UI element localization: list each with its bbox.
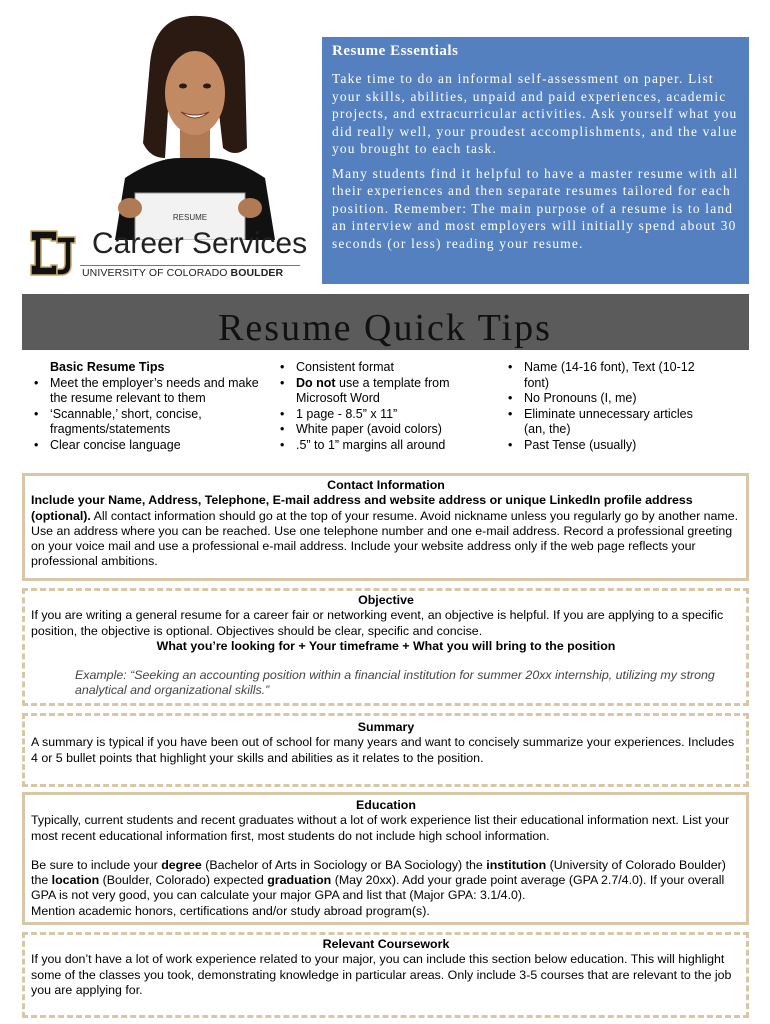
coursework-title: Relevant Coursework <box>322 937 450 951</box>
tip-item: • Eliminate unnecessary articles (an, the) <box>506 407 716 438</box>
education-section <box>25 798 747 919</box>
objective-formula: What you’re looking for + Your timeframe + What you will bring to the position <box>156 638 616 653</box>
coursework-section <box>25 937 747 998</box>
style-tips-column <box>506 360 716 453</box>
tip-item: • Do not use a template from Microsoft Word <box>278 376 478 407</box>
tip-item: • .5” to 1” margins all around <box>278 438 478 454</box>
contact-section <box>25 478 747 570</box>
education-paragraph-3: Mention academic honors, certifications and/or study abroad program(s). <box>31 903 430 918</box>
tip-item: • 1 page - 8.5” x 11” <box>278 407 478 423</box>
summary-section <box>25 720 747 766</box>
essentials-title: Resume Essentials <box>332 43 459 59</box>
education-paragraph-1: Typically, current students and recent graduates without a lot of work experience list their educational information next. List your most recent educational information first, most students do not include high school information. <box>31 813 730 843</box>
contact-body: Include your Name, Address, Telephone, E-mail address and website address or unique LinkedIn profile address (optional). All contact information should go at the top of your resume. Avoid nickname unless you regularly go by another name. Use an address where you can be reached. Use one telephone number and one e-mail address. Record a professional greeting on your voice mail and use a professional e-mail address. Include your website address only if the web page reflects your professional ambitions. <box>31 493 739 569</box>
summary-title: Summary <box>357 720 415 734</box>
summary-body: A summary is typical if you have been out of school for many years and want to concisely summarize your experiences. Includes 4 or 5 bullet points that highlight your skills and abilities as it relates to the position. <box>31 735 735 765</box>
tip-item: • Name (14-16 font), Text (10-12 font) <box>506 360 716 391</box>
essentials-paragraph-1: Take time to do an informal self-assessment on paper. List your skills, abilities, unpaid and paid experiences, academic projects, and extracurricular activities. Ask yourself what you did really well, your proudest accomplishments, and the value you brought to each task. <box>332 71 738 156</box>
tip-item: • Past Tense (usually) <box>506 438 716 454</box>
contact-title: Contact Information <box>327 478 445 492</box>
education-paragraph-2: Be sure to include your degree (Bachelor of Arts in Sociology or BA Sociology) the institution (University of Colorado Boulder) the location (Boulder, Colorado) expected graduation (May 20xx). Add your grade point average (GPA 2.7/4.0). If your overall GPA is not very good, you can calculate your major GPA and list that (Major GPA: 3.1/4.0). <box>31 857 726 903</box>
education-title: Education <box>356 798 416 812</box>
logo-subtitle: UNIVERSITY OF COLORADO BOULDER <box>82 267 284 279</box>
tip-item: • Meet the employer’s needs and make the resume relevant to them <box>32 376 262 407</box>
basic-tips-heading: Basic Resume Tips <box>50 360 165 374</box>
page-title: Resume Quick Tips <box>218 307 552 349</box>
tip-item: • No Pronouns (I, me) <box>506 391 716 407</box>
format-tips-column <box>278 360 478 453</box>
logo-title: Career Services <box>92 227 308 260</box>
objective-title: Objective <box>358 593 414 607</box>
resume-paper-label: RESUME <box>172 213 208 222</box>
coursework-body: If you don’t have a lot of work experience related to your major, you can include this section below education. This will highlight some of the classes you took, demonstrating knowledge in particular areas. Only include 3-5 courses that are relevant to the job you are applying for. <box>31 952 732 997</box>
cu-logo-icon <box>27 227 79 279</box>
tip-item: • Clear concise language <box>32 438 262 454</box>
tip-item: • ‘Scannable,’ short, concise, fragments/statements <box>32 407 262 438</box>
tip-item: • Consistent format <box>278 360 478 376</box>
resume-essentials-box <box>322 37 749 284</box>
objective-example: Example: “Seeking an accounting position within a financial institution for summer 20xx internship, utilizing my strong analytical and organizational skills.” <box>75 668 715 698</box>
objective-section <box>25 593 747 699</box>
objective-body: If you are writing a general resume for a career fair or networking event, an objective is helpful. If you are applying to a specific position, the objective is optional. Objectives should be clear, specific and concise. <box>31 608 724 638</box>
basic-tips-column <box>32 360 262 453</box>
tip-item: • White paper (avoid colors) <box>278 422 478 438</box>
logo-rule <box>80 265 300 266</box>
career-services-photo <box>95 8 285 240</box>
career-services-logo <box>22 225 308 285</box>
essentials-paragraph-2: Many students find it helpful to have a master resume with all their experiences and then separate resumes tailored for each position. Remember: The main purpose of a resume is to land an interview and most employers will initially spend about 30 seconds (or less) reading your resume. <box>332 165 739 251</box>
